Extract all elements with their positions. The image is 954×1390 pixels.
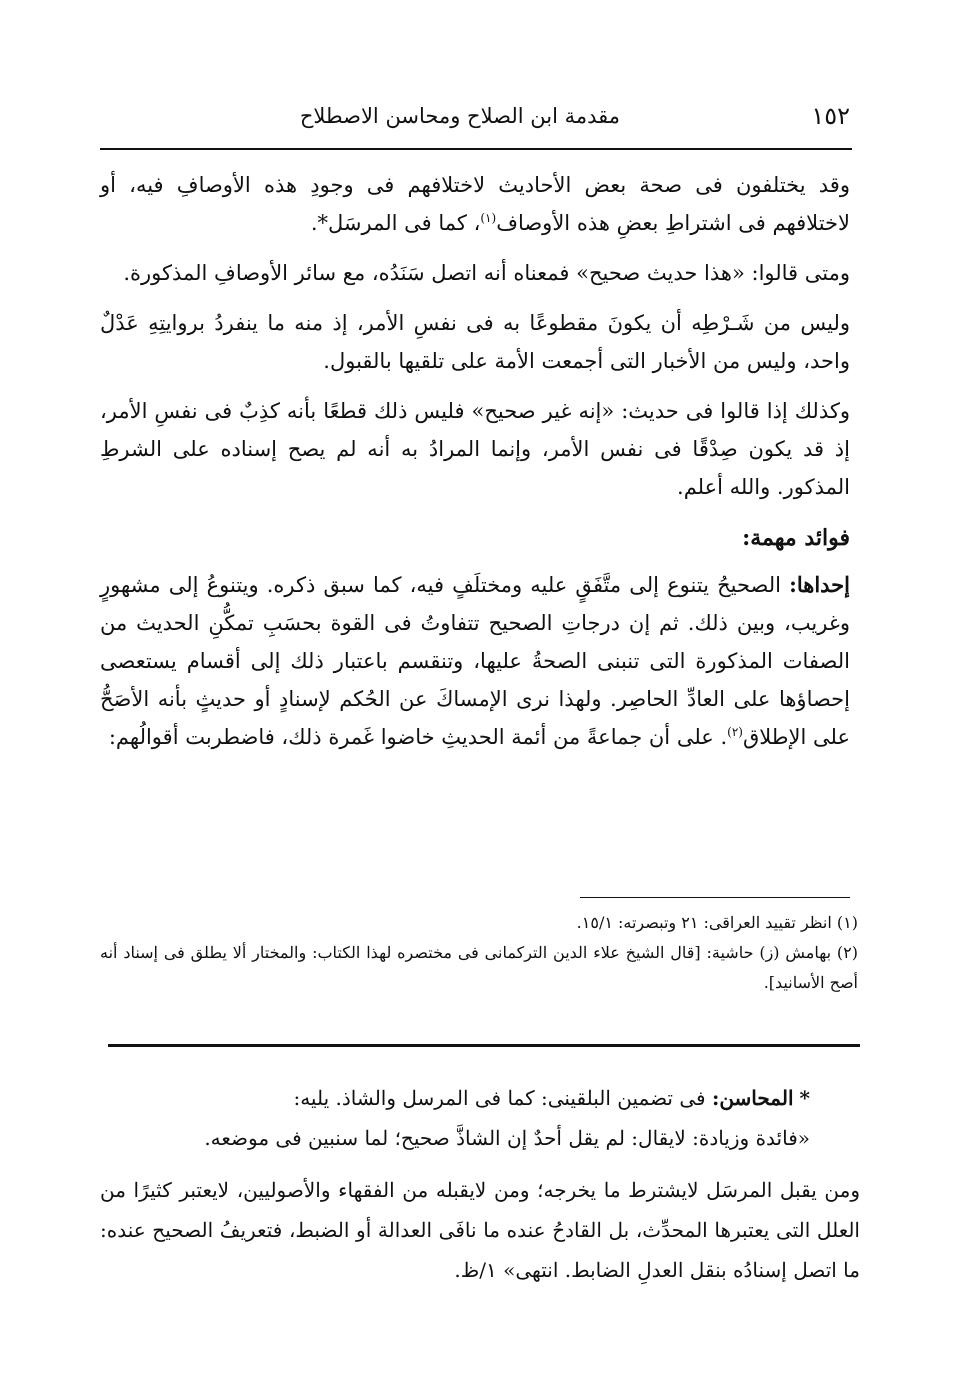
footnote-rule (580, 897, 850, 898)
paragraph-1-tail: ، كما فى المرسَل*. (310, 211, 481, 235)
paragraph-4: وكذلك إذا قالوا فى حديث: «إنه غير صحيح» فليس ذلك قطعًا بأنه كذِبٌ فى نفسِ الأمر، إذ قد يكون صِدْقًا فى نفس الأمر، وإنما المرادُ به أنه لم يصح إسناده على الشرطِ المذكور. والله أعلم. (100, 399, 850, 499)
asterisk-icon: * (799, 1086, 810, 1110)
note-line-2: «فائدة وزيادة: لايقال: لم يقل أحدٌ إن الشاذَّ صحيح؛ لما سنبين فى موضعه. (204, 1126, 810, 1150)
main-text (100, 166, 850, 768)
page-header (100, 100, 850, 140)
paragraph-2: ومتى قالوا: «هذا حديث صحيح» فمعناه أنه اتصل سَنَدُه، مع سائر الأوصافِ المذكورة. (123, 261, 850, 285)
editor-notes (100, 1078, 860, 1290)
note-lead: المحاسن: (711, 1086, 794, 1110)
paragraph-5-text: الصحيحُ يتنوع إلى متَّفَقٍ عليه ومختلَفٍ فيه، كما سبق ذكره. ويتنوعُ إلى مشهورٍ وغريب، وبين ذلك. ثم إن درجاتِ الصحيح تتفاوتُ فى القوة بحسَبِ تمكُّنِ الحديث من الصفات المذكورة التى تنبنى الصحةُ عليها، وتنقسم باعتبار ذلك إلى أقسام يستعصى إحصاؤها على العادِّ الحاصِر. ولهذا نرى الإمساكَ عن الحُكم لإسنادٍ أو حديثٍ بأنه الأصَحُّ على الإطلاق (100, 573, 850, 749)
paragraph-3: وليس من شَـرْطِه أن يكونَ مقطوعًا به فى نفسِ الأمر، إذ منه ما ينفردُ بروايتِهِ عَدْلٌ واحد، وليس من الأخبار التى أجمعت الأمة على تلقيها بالقبول. (100, 311, 850, 373)
paragraph-1-text: وقد يختلفون فى صحة بعض الأحاديث لاختلافهم فى وجودِ هذه الأوصافِ فيه، أو لاختلافهم فى اشتراطِ بعضِ هذه الأوصاف (100, 173, 850, 235)
section-rule (108, 1044, 860, 1047)
footnote-2: (٢) بهامش (ز) حاشية: [قال الشيخ علاء الدين التركمانى فى مختصره لهذا الكتاب: والمختار ألا يطلق فى إسناد أنه أصح الأسانيد]. (100, 943, 858, 992)
footnote-ref-2: (٢) (727, 725, 743, 739)
note-line-1-text: فى تضمين البلقينى: كما فى المرسل والشاذ. يليه: (293, 1086, 712, 1110)
running-title: مقدمة ابن الصلاح ومحاسن الاصطلاح (299, 104, 620, 128)
header-rule (100, 148, 852, 150)
paragraph-5-tail: . على أن جماعةً من أئمة الحديثِ خاضوا غَمرة ذلك، فاضطربت أقوالُهم: (108, 725, 728, 749)
footnote-ref-1: (١) (480, 211, 497, 225)
footnote-1: (١) انظر تقييد العراقى: ٢١ وتبصرته: ١٥/١. (576, 913, 858, 932)
note-line-1 (100, 1078, 860, 1118)
note-paragraph-2: ومن يقبل المرسَل لايشترط ما يخرجه؛ ومن لايقبله من الفقهاء والأصوليين، لايعتبر كثيرًا من العلل التى يعتبرها المحدِّث، بل القادحُ عنده ما نافَى العدالة أو الضبط، فتعريفُ الصحيح عنده: ما اتصل إسنادُه بنقل العدلِ الضابط. انتهى» ١/ظ. (100, 1178, 860, 1282)
paragraph-5-lead: إحداها: (789, 572, 850, 597)
page-number: ١٥٢ (811, 102, 850, 130)
footnotes (100, 908, 858, 998)
paragraph-1 (100, 166, 850, 242)
paragraph-5 (100, 566, 850, 756)
section-heading: فوائد مهمة: (742, 525, 850, 551)
